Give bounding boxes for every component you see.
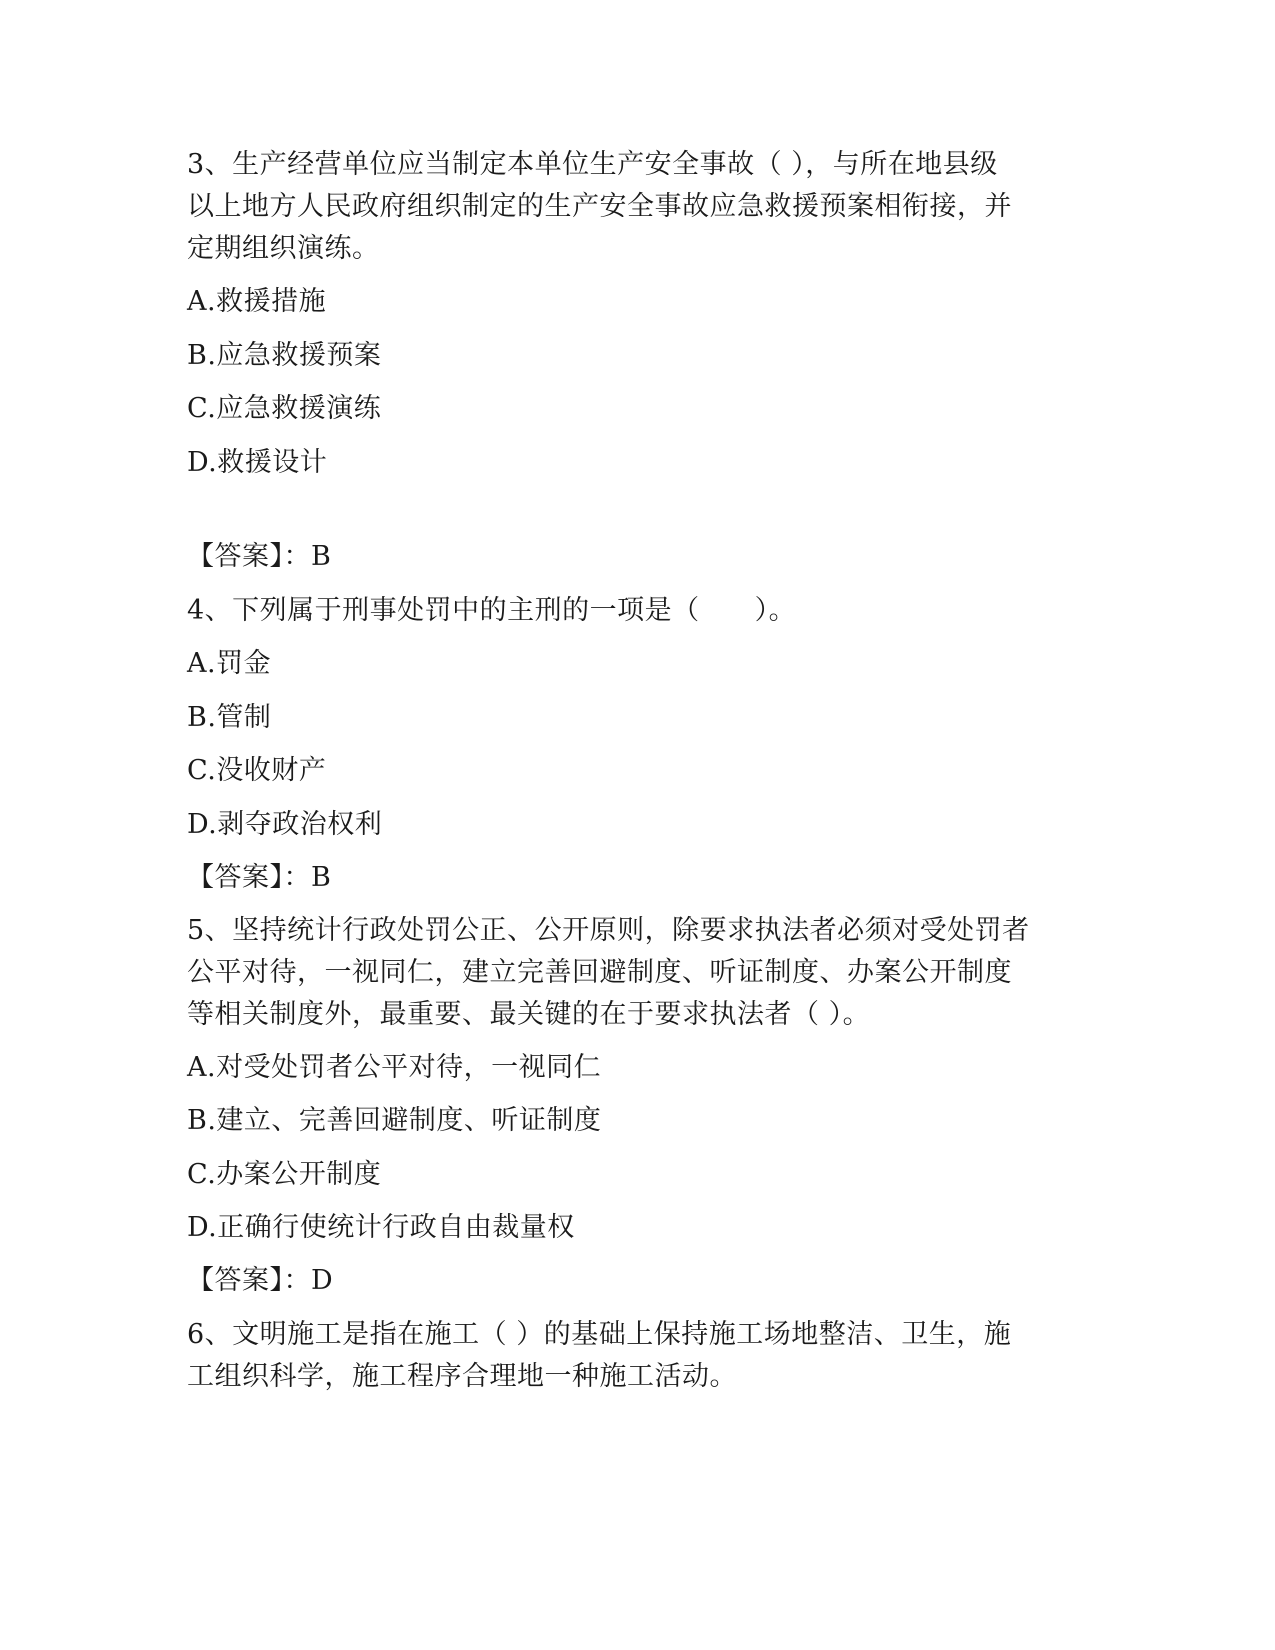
question-6-stem-line-1: 6、文明施工是指在施工（ ）的基础上保持施工场地整洁、卫生，施 xyxy=(187,1319,1012,1350)
question-3-stem-line-2: 以上地方人民政府组织制定的生产安全事故应急救援预案相衔接，并 xyxy=(187,191,1012,222)
question-3-stem-line-3: 定期组织演练。 xyxy=(187,233,380,264)
question-5-option-d: D.正确行使统计行政自由裁量权 xyxy=(187,1212,575,1243)
question-5-stem-line-1: 5、坚持统计行政处罚公正、公开原则，除要求执法者必须对受处罚者 xyxy=(187,915,1030,946)
question-4-option-a: A.罚金 xyxy=(187,648,272,679)
question-5-stem-line-3: 等相关制度外，最重要、最关键的在于要求执法者（ ）。 xyxy=(187,999,871,1030)
question-3-option-b: B.应急救援预案 xyxy=(187,340,382,371)
question-5-option-b: B.建立、完善回避制度、听证制度 xyxy=(187,1105,602,1136)
question-4-option-b: B.管制 xyxy=(187,702,272,733)
question-3-option-a: A.救援措施 xyxy=(187,286,327,317)
question-3-stem-line-1: 3、生产经营单位应当制定本单位生产安全事故（ ），与所在地县级 xyxy=(187,149,998,180)
question-3-option-d: D.救援设计 xyxy=(187,447,328,478)
question-5-stem-line-2: 公平对待，一视同仁，建立完善回避制度、听证制度、办案公开制度 xyxy=(187,957,1012,988)
question-4-answer: 【答案】：B xyxy=(187,862,332,893)
question-5-option-a: A.对受处罚者公平对待，一视同仁 xyxy=(187,1052,602,1083)
question-4-option-d: D.剥夺政治权利 xyxy=(187,809,383,840)
question-3-option-c: C.应急救援演练 xyxy=(187,393,382,424)
question-6-stem-line-2: 工组织科学，施工程序合理地一种施工活动。 xyxy=(187,1361,737,1392)
question-4-stem-line-1: 4、下列属于刑事处罚中的主刑的一项是（ ）。 xyxy=(187,595,797,626)
question-5-option-c: C.办案公开制度 xyxy=(187,1159,382,1190)
question-4-option-c: C.没收财产 xyxy=(187,755,327,786)
question-3-answer: 【答案】：B xyxy=(187,541,332,572)
question-5-answer: 【答案】：D xyxy=(187,1265,334,1296)
